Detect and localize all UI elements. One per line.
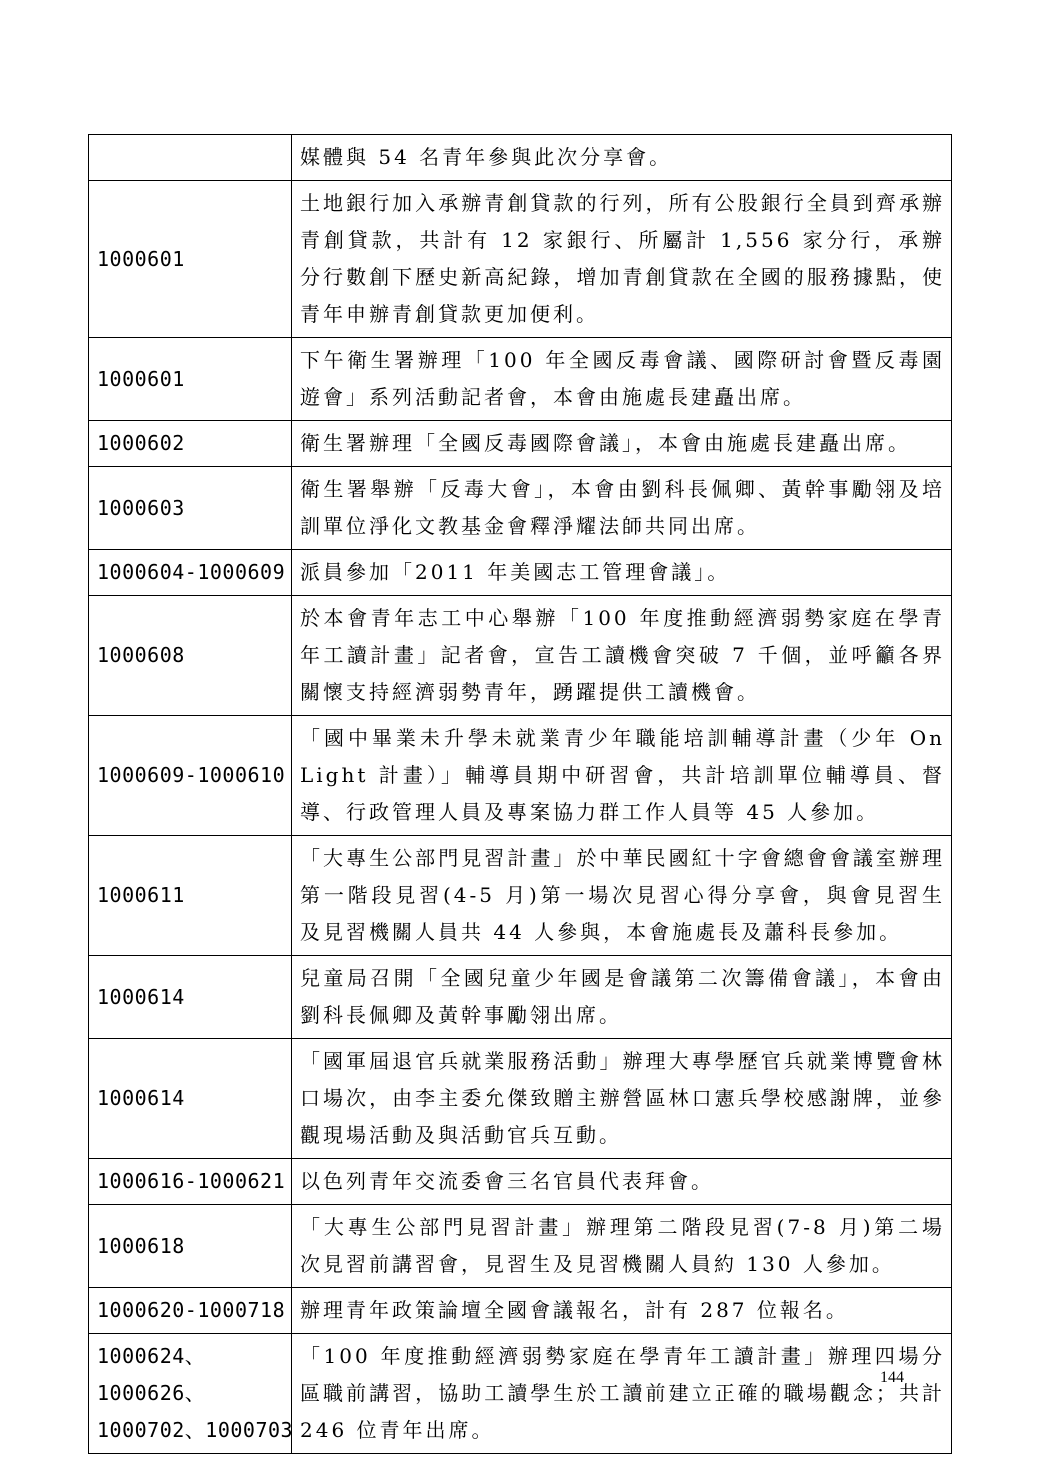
table-row <box>89 338 952 421</box>
table-row <box>89 956 952 1039</box>
date-text: 1000611 <box>97 883 185 907</box>
date-cell <box>89 1288 292 1334</box>
description-cell: 「國中畢業未升學未就業青少年職能培訓輔導計畫（少年 On Light 計畫）」輔導員期中研習會，共計培訓單位輔導員、督導、行政管理人員及專案協力群工作人員等 45 人參加。 <box>292 716 952 836</box>
date-text <box>97 139 285 176</box>
table-row <box>89 1205 952 1288</box>
table-row <box>89 550 952 596</box>
table-row <box>89 716 952 836</box>
date-cell <box>89 956 292 1039</box>
page-number: 144 <box>880 1369 904 1386</box>
description-cell: 以色列青年交流委會三名官員代表拜會。 <box>292 1159 952 1205</box>
description-cell: 兒童局召開「全國兒童少年國是會議第二次籌備會議」，本會由劉科長佩卿及黃幹事勵翎出席。 <box>292 956 952 1039</box>
date-cell <box>89 1205 292 1288</box>
activity-log-body <box>89 135 952 1454</box>
description-cell: 「大專生公部門見習計畫」辦理第二階段見習(7-8 月)第二場次見習前講習會，見習生及見習機關人員約 130 人參加。 <box>292 1205 952 1288</box>
date-text: 1000616-1000621 <box>97 1169 286 1193</box>
description-cell: 於本會青年志工中心舉辦「100 年度推動經濟弱勢家庭在學青年工讀計畫」記者會，宣告工讀機會突破 7 千個，並呼籲各界關懷支持經濟弱勢青年，踴躍提供工讀機會。 <box>292 596 952 716</box>
date-cell <box>89 836 292 956</box>
date-text: 1000614 <box>97 984 185 1009</box>
date-cell <box>89 1039 292 1159</box>
table-row <box>89 596 952 716</box>
description-cell: 衛生署辦理「全國反毒國際會議」，本會由施處長建矗出席。 <box>292 421 952 467</box>
table-row <box>89 836 952 956</box>
date-text: 1000609-1000610 <box>97 763 286 787</box>
table-row <box>89 1288 952 1334</box>
description-cell: 衛生署舉辦「反毒大會」，本會由劉科長佩卿、黃幹事勵翎及培訓單位淨化文教基金會釋淨耀法師共同出席。 <box>292 467 952 550</box>
table-row <box>89 1334 952 1454</box>
date-cell <box>89 1334 292 1454</box>
description-cell: 「大專生公部門見習計畫」於中華民國紅十字會總會會議室辦理第一階段見習(4-5 月)第一場次見習心得分享會，與會見習生及見習機關人員共 44 人參與，本會施處長及蕭科長參加。 <box>292 836 952 956</box>
date-text: 1000618 <box>97 1233 185 1258</box>
description-cell: 土地銀行加入承辦青創貸款的行列，所有公股銀行全員到齊承辦青創貸款，共計有 12 家銀行、所屬計 1,556 家分行，承辦分行數創下歷史新高紀錄，增加青創貸款在全國的服務據點，使青年申辦青創貸款更加便利。 <box>292 181 952 338</box>
date-cell <box>89 1159 292 1205</box>
date-text: 1000702、1000703 <box>97 1418 294 1442</box>
date-cell <box>89 181 292 338</box>
date-cell <box>89 421 292 467</box>
date-cell <box>89 467 292 550</box>
table-row <box>89 1039 952 1159</box>
date-cell <box>89 716 292 836</box>
description-cell: 派員參加「2011 年美國志工管理會議」。 <box>292 550 952 596</box>
description-cell: 辦理青年政策論壇全國會議報名，計有 287 位報名。 <box>292 1288 952 1334</box>
description-cell: 下午衛生署辦理「100 年全國反毒會議、國際研討會暨反毒園遊會」系列活動記者會，本會由施處長建矗出席。 <box>292 338 952 421</box>
description-cell: 「國軍屆退官兵就業服務活動」辦理大專學歷官兵就業博覽會林口場次，由李主委允傑致贈主辦營區林口憲兵學校感謝牌，並參觀現場活動及與活動官兵互動。 <box>292 1039 952 1159</box>
date-text: 1000608 <box>97 643 185 667</box>
table-row <box>89 181 952 338</box>
date-cell <box>89 550 292 596</box>
description-cell: 媒體與 54 名青年參與此次分享會。 <box>292 135 952 181</box>
table-row <box>89 421 952 467</box>
date-cell <box>89 596 292 716</box>
date-text: 1000603 <box>97 495 185 520</box>
date-text: 1000614 <box>97 1086 185 1110</box>
activity-log-table <box>88 134 952 1454</box>
date-text: 1000601 <box>97 366 185 391</box>
table-row <box>89 467 952 550</box>
date-text: 1000626、 <box>97 1381 206 1405</box>
date-text: 1000602 <box>97 431 185 455</box>
date-text: 1000604-1000609 <box>97 560 286 584</box>
date-text: 1000601 <box>97 246 185 271</box>
date-text: 1000620-1000718 <box>97 1298 286 1322</box>
table-row <box>89 1159 952 1205</box>
table-row <box>89 135 952 181</box>
description-cell: 「100 年度推動經濟弱勢家庭在學青年工讀計畫」辦理四場分區職前講習，協助工讀學生於工讀前建立正確的職場觀念；共計 246 位青年出席。 <box>292 1334 952 1454</box>
date-cell <box>89 338 292 421</box>
date-text: 1000624、 <box>97 1344 206 1368</box>
date-cell <box>89 135 292 181</box>
